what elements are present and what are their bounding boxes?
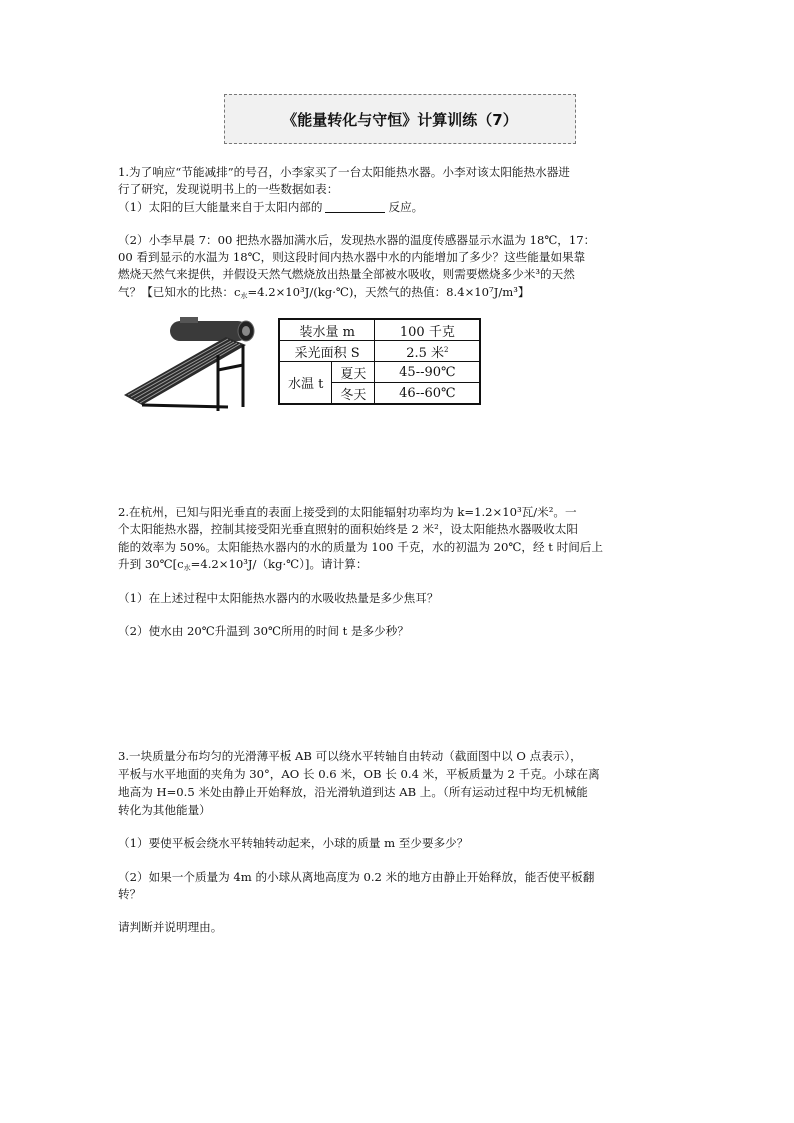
- q1-part-2-line-3: 燃烧天然气来提供，并假设天然气燃烧放出热量全部被水吸收，则需要燃烧多少米³的天然: [118, 267, 575, 281]
- area-value: 2.5 米: [406, 345, 445, 361]
- page-title: 《能量转化与守恒》计算训练（7）: [224, 94, 576, 144]
- q2-formula-b: =4.2×10³J/（kg·℃）]。请计算：: [190, 557, 368, 571]
- q1-part-2-line-2: 00 看到显示的水温为 18℃，则这段时间内热水器中水的内能增加了多少？这些能量如果靠: [118, 250, 586, 264]
- q2-line-3: 能的效率为 50%。太阳能热水器内的水的质量为 100 千克，水的初温为 20℃，经 t 时间后上: [118, 540, 603, 554]
- table-cell: 46--60℃: [375, 383, 481, 405]
- q3-line-1: 3.一块质量分布均匀的光滑薄平板 AB 可以绕水平转轴自由转动（截面图中以 O 点表示），: [118, 749, 582, 763]
- q3-part-2-line-2: 转？: [118, 887, 142, 901]
- q1-part-1-after: 反应。: [388, 200, 424, 214]
- q1-line-2: 行了研究，发现说明书上的一些数据如表：: [118, 182, 339, 196]
- q3-line-3: 地高为 H=0.5 米处由静止开始释放，沿光滑轨道到达 AB 上。（所有运动过程中均无机械能: [118, 785, 588, 799]
- q3-line-2: 平板与水平地面的夹角为 30°，AO 长 0.6 米，OB 长 0.4 米，平板质量为 2 千克。小球在离: [118, 767, 600, 781]
- q2-line-1: 2.在杭州，已知与阳光垂直的表面上接受到的太阳能辐射功率均为 k=1.2×10³瓦/米²。一: [118, 505, 577, 519]
- q2-formula-a: 升到 30℃[c: [118, 557, 184, 571]
- q1-line-1: 1.为了响应“节能减排”的号召，小李家买了一台太阳能热水器。小李对该太阳能热水器进: [118, 165, 570, 179]
- area-unit-sup: 2: [444, 345, 449, 354]
- table-cell: 100 千克: [375, 319, 481, 341]
- q3-part-1: （1）要使平板会绕水平转轴转动起来，小球的质量 m 至少要多少？: [118, 836, 469, 850]
- table-cell: 装水量 m: [279, 319, 375, 341]
- q1-formula-b: =4.2×10³J/(kg·℃)，天然气的热值：8.4×10⁷J/m³】: [247, 285, 530, 299]
- q1-formula-a: 气？【已知水的比热：c: [118, 285, 241, 299]
- q1-formula-sub: 水: [240, 292, 248, 300]
- q2-part-2: （2）使水由 20℃升温到 30℃所用的时间 t 是多少秒？: [118, 624, 409, 638]
- q2-line-4: [118, 556, 688, 577]
- table-cell: 夏天: [332, 362, 375, 383]
- table-row: [279, 341, 480, 362]
- q2-formula-sub: 水: [183, 564, 191, 572]
- table-cell: 水温 t: [279, 362, 332, 405]
- q3-line-4: 转化为其他能量）: [118, 803, 211, 817]
- solar-water-heater-illustration: [118, 315, 268, 415]
- q1-part-2-line-1: （2）小李早晨 7：00 把热水器加满水后，发现热水器的温度传感器显示水温为 18℃，17：: [118, 233, 596, 247]
- table-cell: [375, 341, 481, 362]
- q1-part-1-before: （1）太阳的巨大能量来自于太阳内部的: [118, 200, 323, 214]
- table-cell: 冬天: [332, 383, 375, 405]
- table-row: [279, 319, 480, 341]
- heater-spec-table: [278, 318, 481, 405]
- q3-part-2-line-1: （2）如果一个质量为 4m 的小球从离地高度为 0.2 米的地方由静止开始释放，能否使平板翻: [118, 870, 595, 884]
- q2-line-2: 个太阳能热水器，控制其接受阳光垂直照射的面积始终是 2 米²，设太阳能热水器吸收太阳: [118, 522, 578, 536]
- q3-part-3: 请判断并说明理由。: [118, 920, 223, 934]
- q1-part-1: [118, 199, 688, 216]
- table-cell: 45--90℃: [375, 362, 481, 383]
- q1-answer-blank[interactable]: [325, 200, 385, 213]
- q1-part-2-line-4: [118, 284, 688, 305]
- table-row: [279, 362, 480, 383]
- q2-part-1: （1）在上述过程中太阳能热水器内的水吸收热量是多少焦耳？: [118, 591, 439, 605]
- table-cell: 采光面积 S: [279, 341, 375, 362]
